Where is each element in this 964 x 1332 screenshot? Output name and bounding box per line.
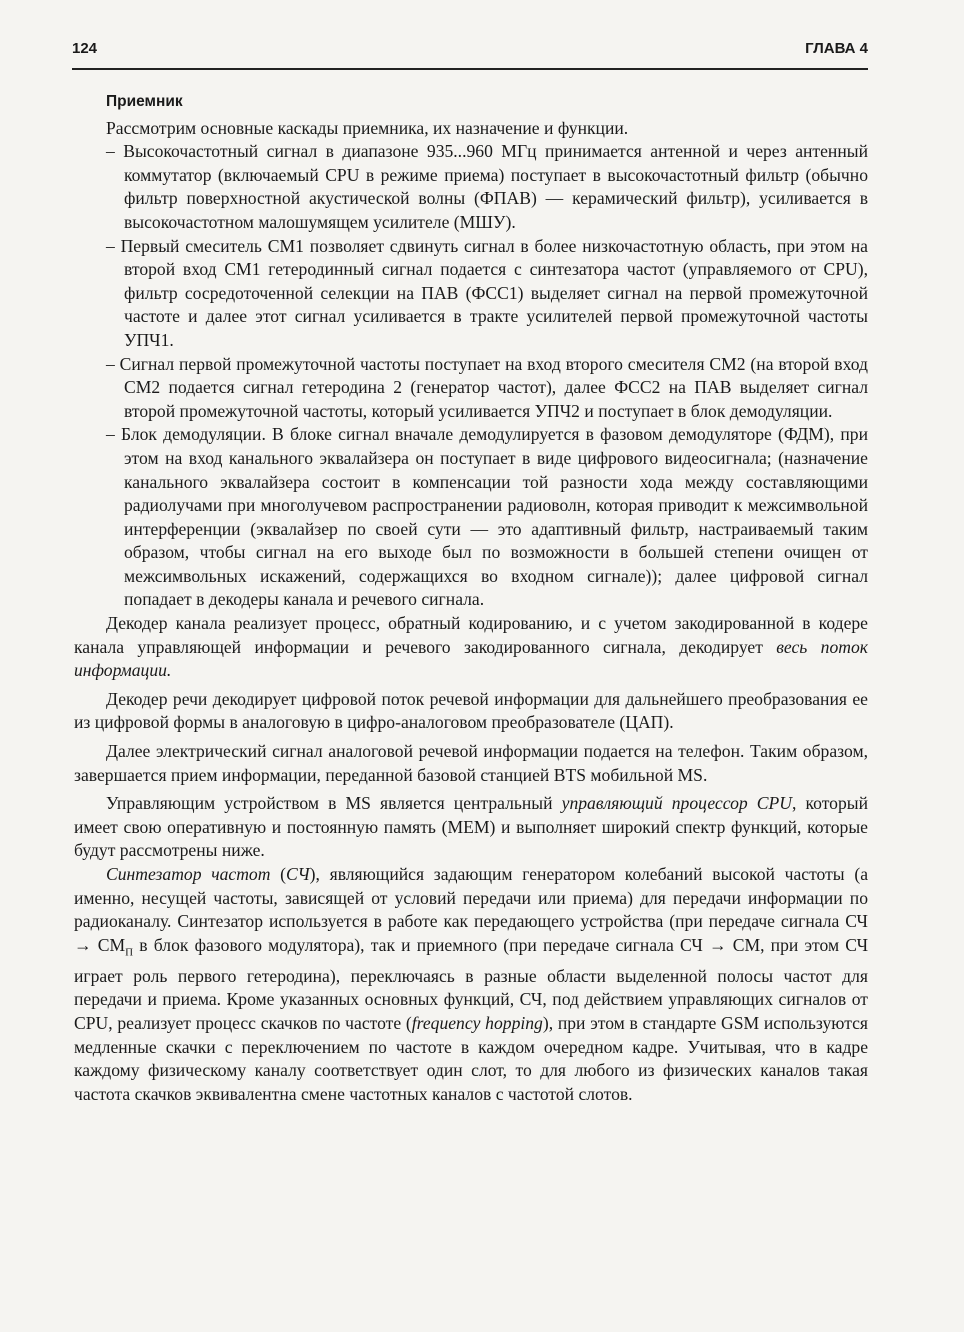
list-item: – Блок демодуляции. В блоке сигнал вначале демодулируется в фазовом демодуляторе (ФДМ), при этом на вход канального эквалайзера он поступает в виде цифрового видеосигнала; (назначение канального эквалайзера состоит в компенсации той разности хода между составляющими радиолучами при многолучевом распространении радиоволн, которая приводит к межсимвольной интерференции (эквалайзер по своей сути — это адаптивный фильтр, настраиваемый таким образом, чтобы сигнал на его выходе был по возможности в большей степени очищен от межсимвольных искажений, содержащихся во входном сигнале)); далее цифровой сигнал попадает в декодеры канала и речевого сигнала. xyxy=(106,424,868,610)
control-unit-paragraph xyxy=(74,792,868,863)
speech-decoder-paragraph: Декодер речи декодирует цифровой поток речевой информации для дальнейшего преобразования ее из цифровой формы в аналоговую в цифро-аналоговом преобразователе (ЦАП). xyxy=(74,688,868,733)
paragraph-text: Управляющим устройством в MS является центральный xyxy=(106,793,562,814)
channel-decoder-paragraph xyxy=(74,612,868,683)
list-item: – Высокочастотный сигнал в диапазоне 935...960 МГц принимается антенной и через антенный коммутатор (включаемый CPU в режиме приема) поступает в высокочастотный фильтр (обычно фильтр поверхностной акустической волны (ФПАВ) — керамический фильтр), усиливается в высокочастотном малошумящем усилителе (МШУ). xyxy=(106,141,868,232)
electric-signal-paragraph: Далее электрический сигнал аналоговой речевой информации подается на телефон. Таким образом, завершается прием информации, переданной базовой станцией BTS мобильной MS. xyxy=(74,741,868,785)
running-header xyxy=(72,38,868,70)
page-body xyxy=(74,90,868,1106)
list-item: – Сигнал первой промежуточной частоты поступает на вход второго смесителя СМ2 (на второй вход СМ2 подается сигнал гетеродина 2 (генератор частот), далее ФСС2 на ПАВ выделяет сигнал второй промежуточной частоты, который усиливается УПЧ2 и поступает в блок демодуляции. xyxy=(106,353,868,421)
list-item: – Первый смеситель СМ1 позволяет сдвинуть сигнал в более низкочастотную область, при этом на второй вход СМ1 гетеродинный сигнал подается с синтезатора частот (управляемого от CPU), фильтр сосредоточенной селекции на ПАВ (ФСС1) выделяет сигнал на первой промежуточной частоте и далее этот сигнал усиливается в тракте усилителей первой промежуточной частоты УПЧ1. xyxy=(106,235,868,350)
paragraph-text: Декодер канала реализует процесс, обратный кодированию, и с учетом закодированной в кодере канала управляющей информации и речевого закодированного сигнала, декодирует xyxy=(74,613,868,657)
paragraph-text: ), являющийся задающим генератором колебаний высокой частоты (а именно, несущей частоты, зависящей от условий передачи или приема) для передачи информации по радиоканалу. Синтезатор используется в работе как передающего устройства (при передаче сигнала СЧ → СМ xyxy=(74,864,869,955)
chapter-label: ГЛАВА 4 xyxy=(805,40,868,57)
emphasis-text: Синтезатор частот xyxy=(106,864,271,884)
synthesizer-paragraph xyxy=(74,863,868,1106)
paragraph-text: , который имеет свою оперативную и постоянную память (МЕМ) и выполняет широкий спектр функций, которые будут рассмотрены ниже. xyxy=(74,793,868,861)
page-number: 124 xyxy=(72,40,98,57)
paragraph-text: ( xyxy=(270,864,287,884)
subscript-text: П xyxy=(125,946,134,959)
emphasis-text: весь поток информации. xyxy=(74,636,868,681)
emphasis-text: управляющий процессор CPU xyxy=(561,793,792,814)
receiver-stages-list xyxy=(74,140,868,612)
emphasis-text: frequency hopping xyxy=(411,1013,543,1034)
emphasis-text: СЧ xyxy=(286,864,310,884)
paragraph-text: в блок фазового модулятора), так и приемного (при передаче сигнала СЧ → СМ, при этом СЧ играет роль первого гетеродина), переключаясь в разные области выделенной полосы частот для передачи и приема. Кроме указанных основных функций, СЧ, под действием управляющих сигналов от CPU, реализует процесс скачков по частоте ( xyxy=(74,934,868,1034)
intro-paragraph: Рассмотрим основные каскады приемника, их назначение и функции. xyxy=(106,117,629,138)
section-heading: Приемник xyxy=(106,93,183,110)
paragraph-text: ), при этом в стандарте GSM используются медленные скачки с переключением по частоте в каждом очередном кадре. Учитывая, что в кадре каждому физическому каналу соответствует один слот, то для любого из физических каналов такая частота скачков эквивалентна смене частотных каналов с частотой слотов. xyxy=(74,1013,868,1104)
